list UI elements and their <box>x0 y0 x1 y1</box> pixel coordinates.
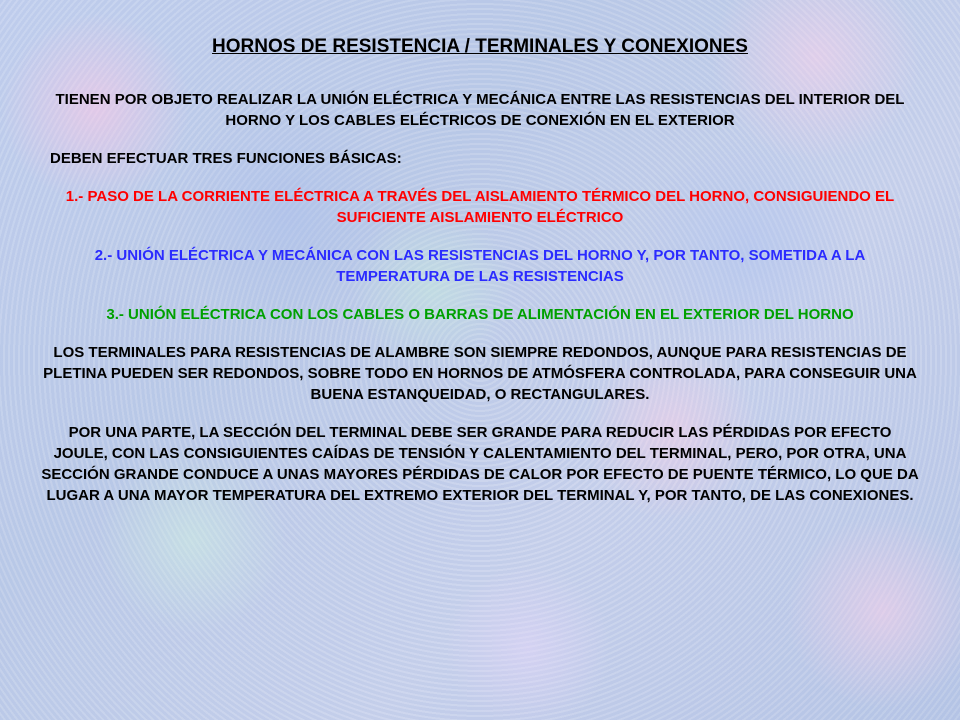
function-item-2: 2.- UNIÓN ELÉCTRICA Y MECÁNICA CON LAS RESISTENCIAS DEL HORNO Y, POR TANTO, SOMETIDA A LA TEMPERATURA DE LAS RESISTENCIAS <box>94 247 866 285</box>
intro-paragraph: TIENEN POR OBJETO REALIZAR LA UNIÓN ELÉCTRICA Y MECÁNICA ENTRE LAS RESISTENCIAS DEL INTERIOR DEL HORNO Y LOS CABLES ELÉCTRICOS DE CONEXIÓN EN EL EXTERIOR <box>55 91 905 129</box>
slide <box>40 34 920 684</box>
section-paragraph: POR UNA PARTE, LA SECCIÓN DEL TERMINAL DEBE SER GRANDE PARA REDUCIR LAS PÉRDIDAS POR EFECTO JOULE, CON LAS CONSIGUIENTES CAÍDAS DE TENSIÓN Y CALENTAMIENTO DEL TERMINAL, PERO, POR OTRA, UNA SECCIÓN GRANDE CONDUCE A UNAS MAYORES PÉRDIDAS DE CALOR POR EFECTO DE PUENTE TÉRMICO, LO QUE DA LUGAR A UNA MAYOR TEMPERATURA DEL EXTREMO EXTERIOR DEL TERMINAL Y, POR TANTO, DE LAS CONEXIONES. <box>41 424 919 504</box>
function-item-3: 3.- UNIÓN ELÉCTRICA CON LOS CABLES O BARRAS DE ALIMENTACIÓN EN EL EXTERIOR DEL HORNO <box>106 306 854 323</box>
slide-title: HORNOS DE RESISTENCIA / TERMINALES Y CONEXIONES <box>212 36 748 57</box>
function-item-1: 1.- PASO DE LA CORRIENTE ELÉCTRICA A TRAVÉS DEL AISLAMIENTO TÉRMICO DEL HORNO, CONSIGUIENDO EL SUFICIENTE AISLAMIENTO ELÉCTRICO <box>65 188 895 226</box>
functions-heading: DEBEN EFECTUAR TRES FUNCIONES BÁSICAS: <box>50 150 402 167</box>
terminals-paragraph: LOS TERMINALES PARA RESISTENCIAS DE ALAMBRE SON SIEMPRE REDONDOS, AUNQUE PARA RESISTENCIAS DE PLETINA PUEDEN SER REDONDOS, SOBRE TODO EN HORNOS DE ATMÓSFERA CONTROLADA, PARA CONSEGUIR UNA BUENA ESTANQUEIDAD, O RECTANGULARES. <box>43 344 917 403</box>
